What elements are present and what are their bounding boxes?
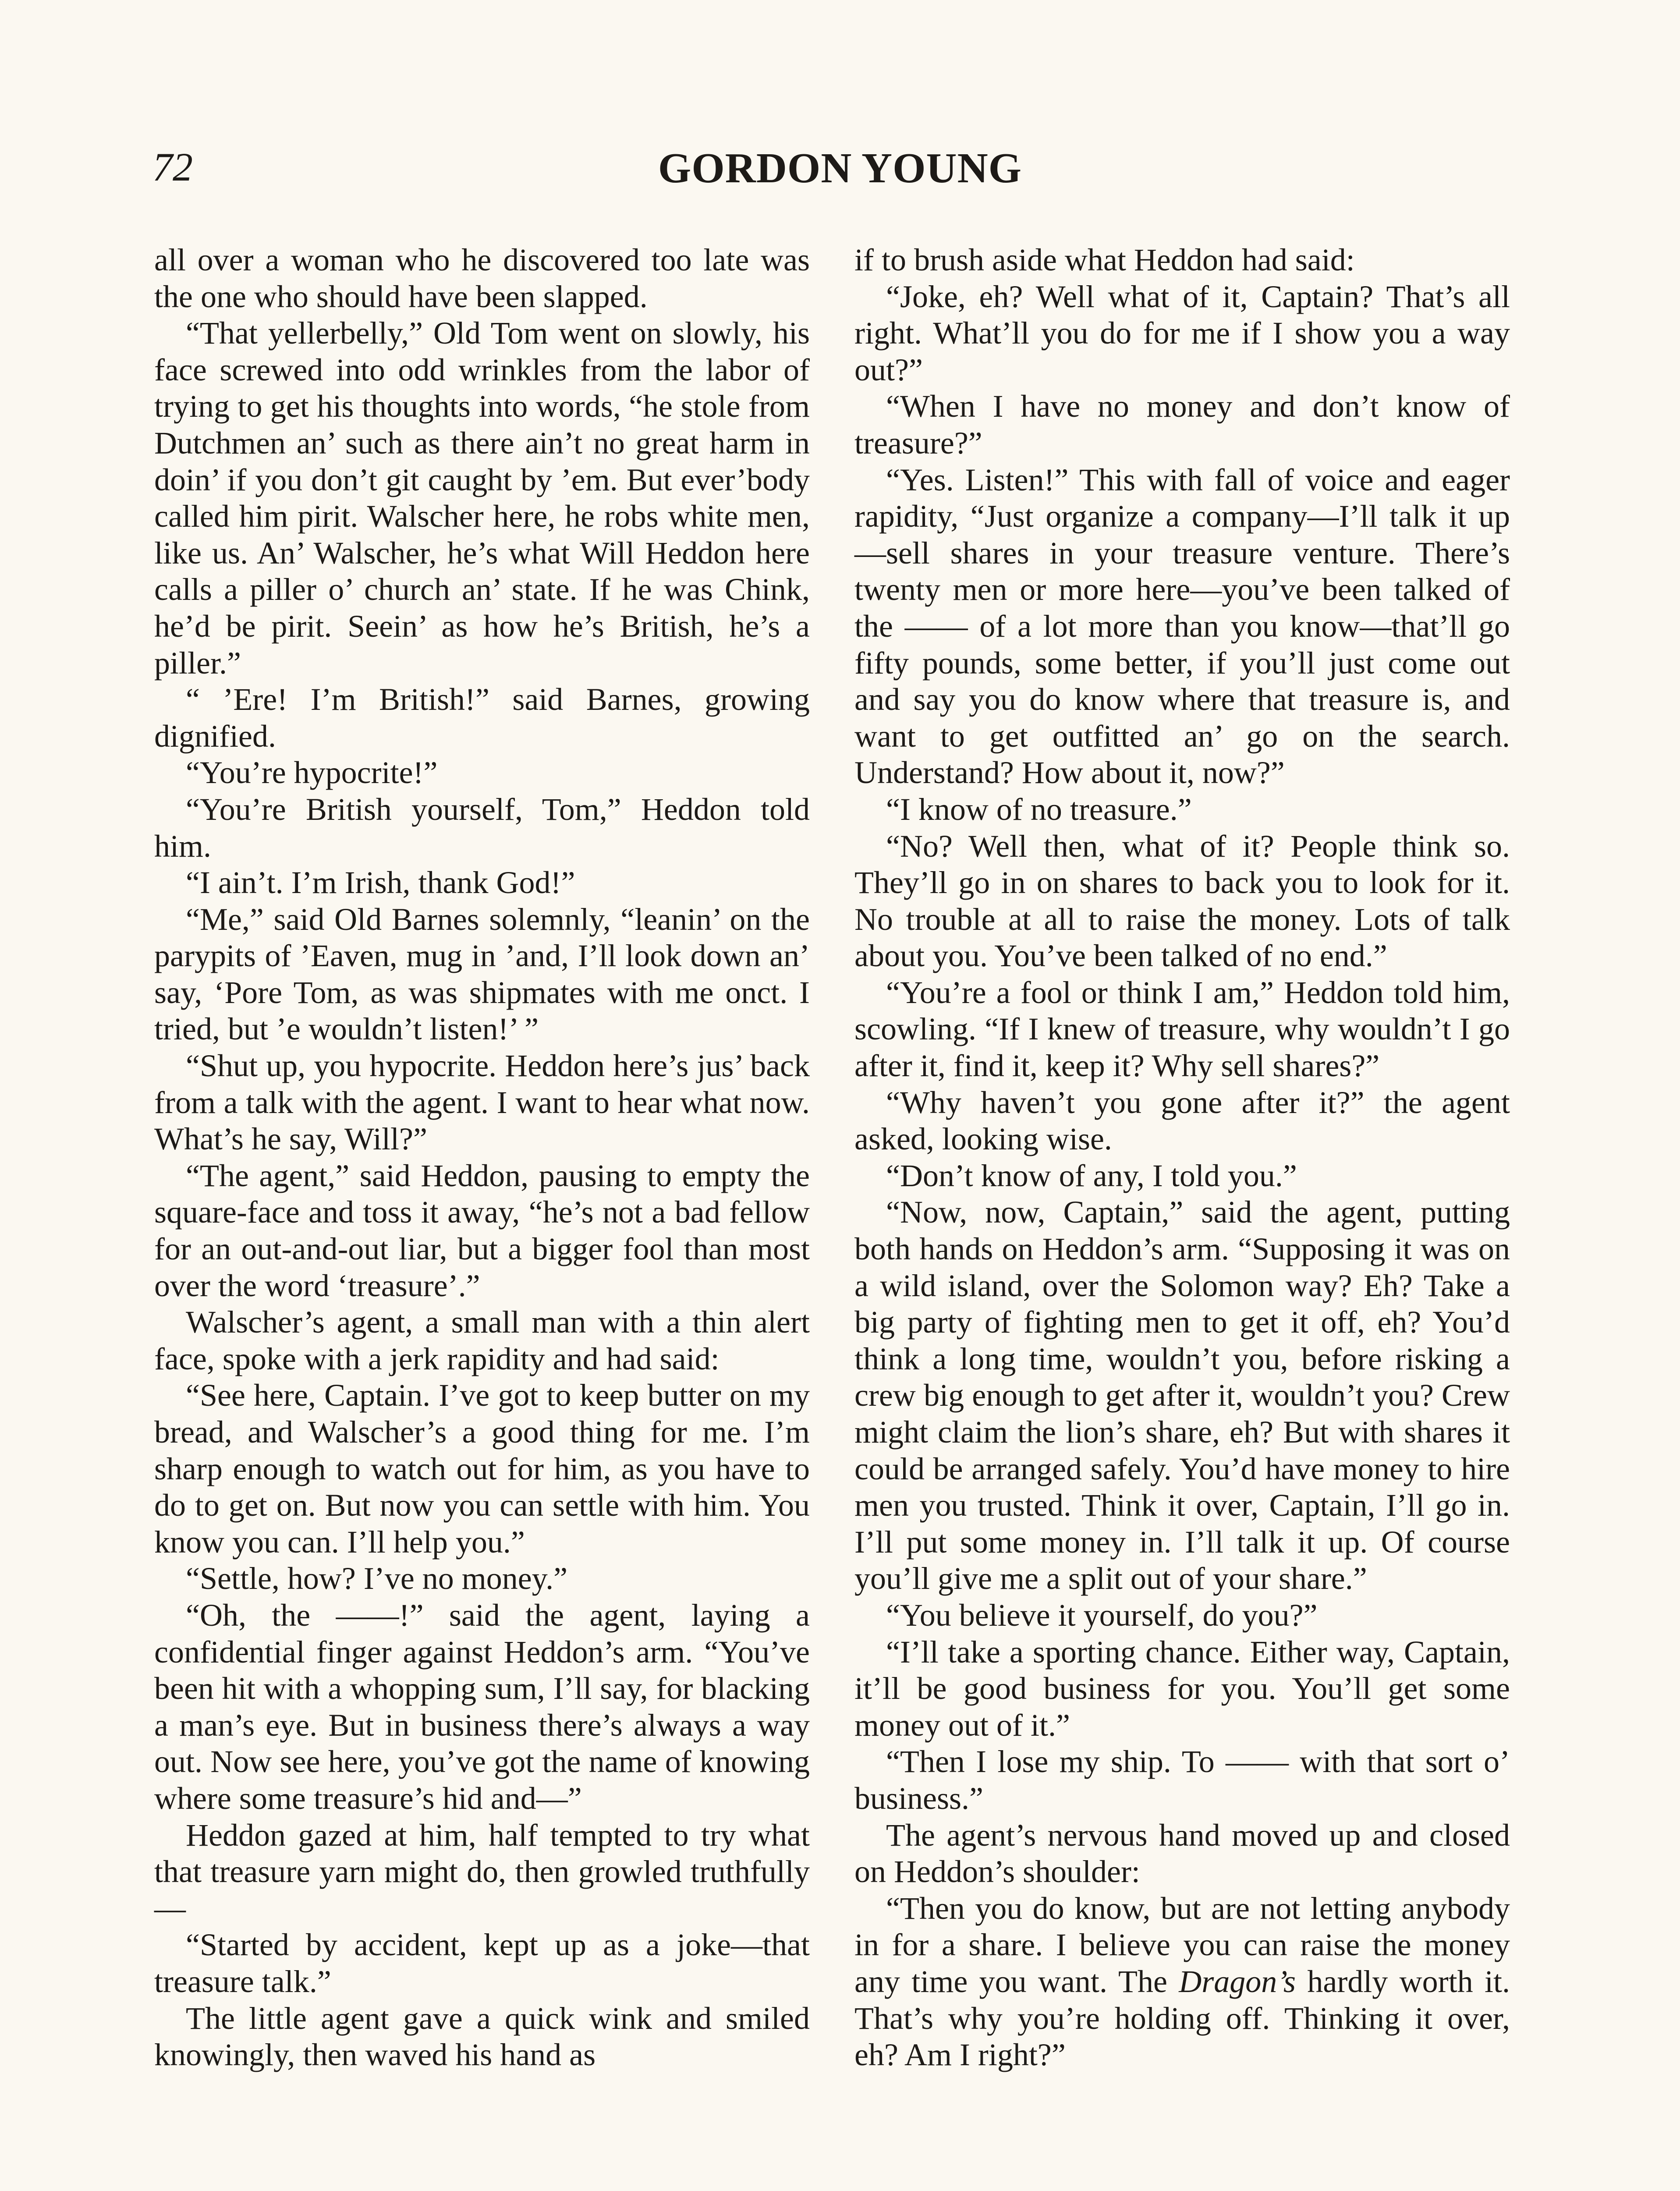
page-number: 72 xyxy=(152,145,193,189)
ship-name: Dragon’s xyxy=(1179,1964,1296,1999)
paragraph: Heddon gazed at him, half tempted to try what that treasure yarn might do, then growled truthfully— xyxy=(154,1817,810,1926)
paragraph: “See here, Captain. I’ve got to keep butter on my bread, and Walscher’s a good thing for me. I’m sharp enough to watch out for him, as you have to do to get on. But now you can settle with him. You know you can. I’ll help you.” xyxy=(154,1378,810,1560)
paragraph: “Me,” said Old Barnes solemnly, “leanin’ on the parypits of ’Eaven, mug in ’and, I’ll look down an’ say, ‘Pore Tom, as was shipmates with me onct. I tried, but ’e wouldn’t listen!’ ” xyxy=(154,901,810,1047)
paragraph: “Then I lose my ship. To —— with that sort o’ business.” xyxy=(854,1744,1510,1816)
paragraph: “ ’Ere! I’m British!” said Barnes, growing dignified. xyxy=(154,682,810,754)
paragraph: “You’re a fool or think I am,” Heddon told him, scowling. “If I knew of treasure, why wouldn’t I go after it, find it, keep it? Why sell shares?” xyxy=(854,975,1510,1084)
paragraph: all over a woman who he discovered too late was the one who should have been slapped. xyxy=(154,242,810,314)
paragraph: “Shut up, you hypocrite. Heddon here’s jus’ back from a talk with the agent. I want to hear what now. What’s he say, Will?” xyxy=(154,1048,810,1157)
paragraph: “Yes. Listen!” This with fall of voice and eager rapidity, “Just organize a company—I’ll talk it up—sell shares in your treasure venture. There’s twenty men or more here—you’ve been talked of the —— of a lot more than you know—that’ll go fifty pounds, some better, if you’ll just come out and say you do know where that treasure is, and want to get outfitted an’ go on the search. Understand? How about it, now?” xyxy=(854,462,1510,791)
paragraph: The agent’s nervous hand moved up and closed on Heddon’s shoulder: xyxy=(854,1817,1510,1890)
paragraph: “The agent,” said Heddon, pausing to empty the square-face and toss it away, “he’s not a bad fellow for an out-and-out liar, but a bigger fool than most over the word ‘treasure’.” xyxy=(154,1158,810,1303)
left-column xyxy=(154,242,810,2074)
paragraph: “Why haven’t you gone after it?” the agent asked, looking wise. xyxy=(854,1085,1510,1157)
paragraph: Walscher’s agent, a small man with a thin alert face, spoke with a jerk rapidity and had said: xyxy=(154,1305,810,1376)
paragraph: “No? Well then, what of it? People think so. They’ll go in on shares to back you to look for it. No trouble at all to raise the money. Lots of talk about you. You’ve been talked of no end.” xyxy=(854,828,1510,974)
paragraph: “Now, now, Captain,” said the agent, putting both hands on Heddon’s arm. “Supposing it was on a wild island, over the Solomon way? Eh? Take a big party of fighting men to get it off, eh? You’d think a long time, wouldn’t you, before risking a crew big enough to get after it, wouldn’t you? Crew might claim the lion’s share, eh? But with shares it could be arranged safely. You’d have money to hire men you trusted. Think it over, Captain, I’ll go in. I’ll put some money in. I’ll talk it up. Of course you’ll give me a split out of your share.” xyxy=(854,1195,1510,1596)
text-span: “Then you do know, but are not letting anybody in for a share. I believe you can raise the money any time you want. The xyxy=(854,1890,1510,1999)
paragraph: “Started by accident, kept up as a joke—that treasure talk.” xyxy=(154,1927,810,1999)
paragraph: “You’re British yourself, Tom,” Heddon told him. xyxy=(154,791,810,864)
right-column xyxy=(854,242,1510,2074)
paragraph: “Joke, eh? Well what of it, Captain? That’s all right. What’ll you do for me if I show you a way out?” xyxy=(854,279,1510,387)
paragraph: “You believe it yourself, do you?” xyxy=(886,1597,1318,1633)
paragraph: “Settle, how? I’ve no money.” xyxy=(186,1561,568,1596)
paragraph: The little agent gave a quick wink and smiled knowingly, then waved his hand as xyxy=(154,2000,810,2073)
paragraph: “You’re hypocrite!” xyxy=(186,755,438,791)
paragraph: “I know of no treasure.” xyxy=(886,791,1192,827)
paragraph: “Oh, the ——!” said the agent, laying a confidential finger against Heddon’s arm. “You’ve been hit with a whopping sum, I’ll say, for blacking a man’s eye. But in business there’s always a way out. Now see here, you’ve got the name of knowing where some treasure’s hid and—” xyxy=(154,1597,810,1816)
paragraph: “That yellerbelly,” Old Tom went on slowly, his face screwed into odd wrinkles from the labor of trying to get his thoughts into words, “he stole from Dutchmen an’ such as there ain’t no great harm in doin’ if you don’t git caught by ’em. But ever’body called him pirit. Walscher here, he robs white men, like us. An’ Walscher, he’s what Will Heddon here calls a piller o’ church an’ state. If he was Chink, he’d be pirit. Seein’ as how he’s British, he’s a piller.” xyxy=(154,316,810,681)
paragraph: “Don’t know of any, I told you.” xyxy=(886,1158,1297,1193)
text-span: hardly worth it. That’s why you’re holding off. Thinking it over, eh? Am I right?” xyxy=(854,1964,1510,2073)
paragraph xyxy=(854,1890,1510,2074)
paragraph: “I ain’t. I’m Irish, thank God!” xyxy=(186,865,575,901)
paragraph: “I’ll take a sporting chance. Either way, Captain, it’ll be good business for you. You’ll get some money out of it.” xyxy=(854,1634,1510,1743)
running-head: GORDON YOUNG xyxy=(658,145,1022,191)
paragraph: if to brush aside what Heddon had said: xyxy=(854,242,1355,277)
paragraph: “When I have no money and don’t know of treasure?” xyxy=(854,389,1510,461)
